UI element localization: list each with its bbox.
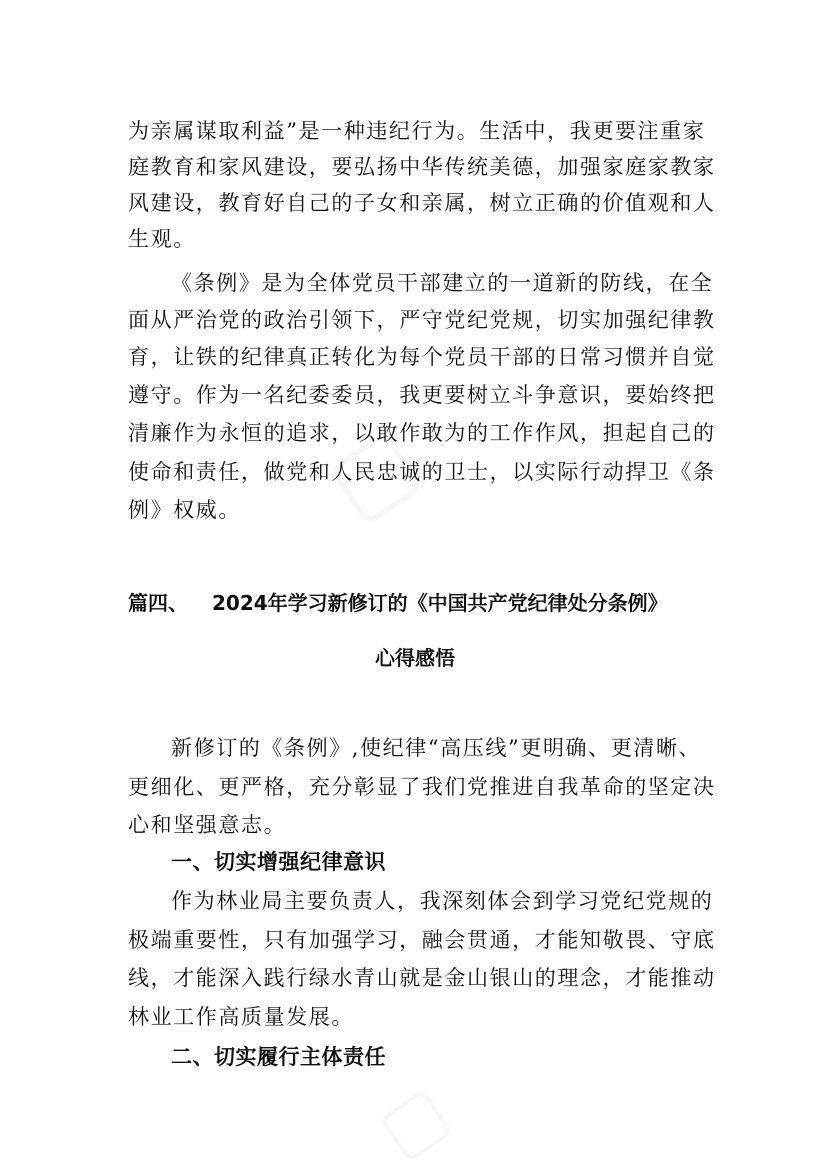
body-text-line: 使命和责任，做党和人民忠诚的卫士，以实际行动捍卫《条 xyxy=(128,460,716,484)
body-text-line: 生观。 xyxy=(128,227,196,251)
body-text-line: 极端重要性，只有加强学习，融会贯通，才能知敬畏、守底 xyxy=(128,928,716,952)
body-text-line: 育，让铁的纪律真正转化为每个党员干部的日常习惯并自觉 xyxy=(128,345,716,369)
body-text-line: 庭教育和家风建设，要弘扬中华传统美德，加强家庭家教家 xyxy=(128,155,716,179)
body-text-line: 遵守。作为一名纪委委员，我更要树立斗争意识，要始终把 xyxy=(128,383,716,407)
chapter-title-text: 2024年学习新修订的《中国共产党纪律处分条例》 xyxy=(212,591,668,615)
watermark: ▢ xyxy=(307,405,438,540)
body-text-line: 线，才能深入践行绿水青山就是金山银山的理念，才能推动 xyxy=(128,966,716,990)
body-text-line: 心和坚强意志。 xyxy=(128,813,287,837)
body-text-line: 风建设，教育好自己的子女和亲属，树立正确的价值观和人 xyxy=(128,191,716,215)
section-heading: 一、切实增强纪律意识 xyxy=(171,850,386,874)
body-text-line: 清廉作为永恒的追求，以敢作敢为的工作作风，担起自己的 xyxy=(128,421,716,445)
body-text-line: 更细化、更严格，充分彰显了我们党推进自我革命的坚定决 xyxy=(128,775,716,799)
body-text-line: 林业工作高质量发展。 xyxy=(128,1005,354,1029)
body-text-line: 作为林业局主要负责人，我深刻体会到学习党纪党规的 xyxy=(171,889,714,913)
watermark: ▢ xyxy=(362,1068,464,1174)
body-text-line: 例》权威。 xyxy=(128,498,241,522)
chapter-subtitle: 心得感悟 xyxy=(375,646,455,670)
chapter-title xyxy=(128,588,728,618)
chapter-prefix: 篇四、 xyxy=(128,591,188,615)
section-heading: 二、切实履行主体责任 xyxy=(171,1045,386,1069)
body-text-line: 新修订的《条例》,使纪律“高压线”更明确、更清晰、 xyxy=(171,736,702,760)
body-text-line: 面从严治党的政治引领下，严守党纪党规，切实加强纪律教 xyxy=(128,308,716,332)
body-text-line: 《条例》是为全体党员干部建立的一道新的防线，在全 xyxy=(171,271,714,295)
body-text-line: 为亲属谋取利益”是一种违纪行为。生活中，我更要注重家 xyxy=(128,119,706,143)
